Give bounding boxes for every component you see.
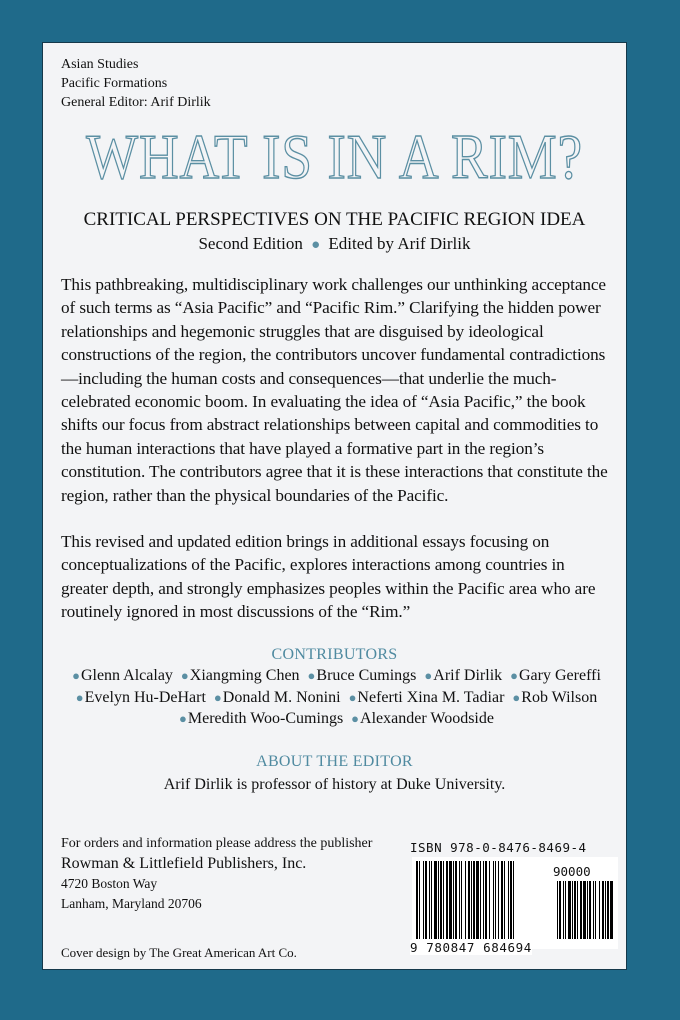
bullet-icon: ● xyxy=(72,668,80,683)
separator-dot-icon: ● xyxy=(311,237,321,253)
contributors-list xyxy=(43,665,626,730)
contributor-name: Xiangming Chen xyxy=(189,667,300,684)
editor-credit: Edited by Arif Dirlik xyxy=(328,234,471,253)
contributor-name: Arif Dirlik xyxy=(433,667,503,684)
contributor-name: Meredith Woo-Cumings xyxy=(187,710,344,727)
series-line-3: General Editor: Arif Dirlik xyxy=(61,95,211,110)
edition-line xyxy=(43,234,626,254)
edition-label: Second Edition xyxy=(198,234,303,253)
description xyxy=(61,273,611,624)
bullet-icon: ● xyxy=(424,668,433,683)
order-info xyxy=(61,834,372,914)
contributors-row-2 xyxy=(43,687,626,709)
bullet-icon: ● xyxy=(180,668,189,683)
bullet-icon: ● xyxy=(351,711,360,726)
price-code: 90000 xyxy=(553,864,591,879)
contributor-name: Glenn Alcalay xyxy=(80,667,173,684)
series-line-2: Pacific Formations xyxy=(61,76,168,91)
bullet-icon: ● xyxy=(179,711,187,726)
bullet-icon: ● xyxy=(348,689,357,705)
contributor-name: Donald M. Nonini xyxy=(222,688,341,706)
contributors-row-1 xyxy=(43,665,626,687)
order-info-line: For orders and information please address the publisher xyxy=(61,836,373,851)
description-paragraph-1: This pathbreaking, multidisciplinary work challenges our unthinking acceptance of such terms as “Asia Pacific” and “Pacific Rim.” Clarifying the hidden power relationships and hegemonic struggles that are disguised by ideological constructions of the region, the contributors uncover fundamental contradictions—including the human costs and consequences—that underlie the much-celebrated economic boom. In evaluating the idea of “Asia Pacific,” the book shifts our focus from abstract relationships between capital and commodities to the human interactions that have played a formative part in the region’s constitution. The contributors agree that it is these interactions that constitute the region, rather than the physical boundaries of the Pacific. xyxy=(61,275,608,505)
publisher-address-2: Lanham, Maryland 20706 xyxy=(61,896,202,911)
isbn-number: ISBN 978-0-8476-8469-4 xyxy=(410,840,587,855)
bullet-icon: ● xyxy=(512,689,521,705)
contributor-name: Gary Gereffi xyxy=(519,667,601,684)
series-line-1: Asian Studies xyxy=(61,57,139,72)
cover-design-credit: Cover design by The Great American Art Co. xyxy=(61,945,297,960)
contributor-name: Alexander Woodside xyxy=(360,710,494,727)
series-info xyxy=(61,55,211,112)
contributors-heading: CONTRIBUTORS xyxy=(271,646,398,663)
publisher-name: Rowman & Littlefield Publishers, Inc. xyxy=(61,855,307,872)
about-editor-text: Arif Dirlik is professor of history at Duke University. xyxy=(163,776,506,793)
contributor-name: Neferti Xina M. Tadiar xyxy=(357,688,505,706)
back-cover xyxy=(42,42,627,970)
contributors-row-3 xyxy=(43,708,626,730)
description-paragraph-2: This revised and updated edition brings in additional essays focusing on conceptualizations of the Pacific, explores interactions among countries in greater depth, and strongly emphasizes peoples within the Pacific area who are routinely ignored in most discussions of the “Rim.” xyxy=(61,532,596,622)
book-subtitle: CRITICAL PERSPECTIVES ON THE PACIFIC REGION IDEA xyxy=(83,209,586,230)
book-title: WHAT IS IN A RIM? xyxy=(86,121,583,192)
contributor-name: Rob Wilson xyxy=(521,688,598,706)
bullet-icon: ● xyxy=(510,668,518,683)
bullet-icon: ● xyxy=(213,689,222,705)
contributor-name: Bruce Cumings xyxy=(316,667,417,684)
bullet-icon: ● xyxy=(307,668,316,683)
publisher-address-1: 4720 Boston Way xyxy=(61,876,158,891)
about-editor-heading: ABOUT THE EDITOR xyxy=(256,753,413,770)
contributor-name: Evelyn Hu-DeHart xyxy=(84,688,206,706)
ean-digits: 9 780847 684694 xyxy=(410,940,532,955)
bullet-icon: ● xyxy=(75,689,84,705)
